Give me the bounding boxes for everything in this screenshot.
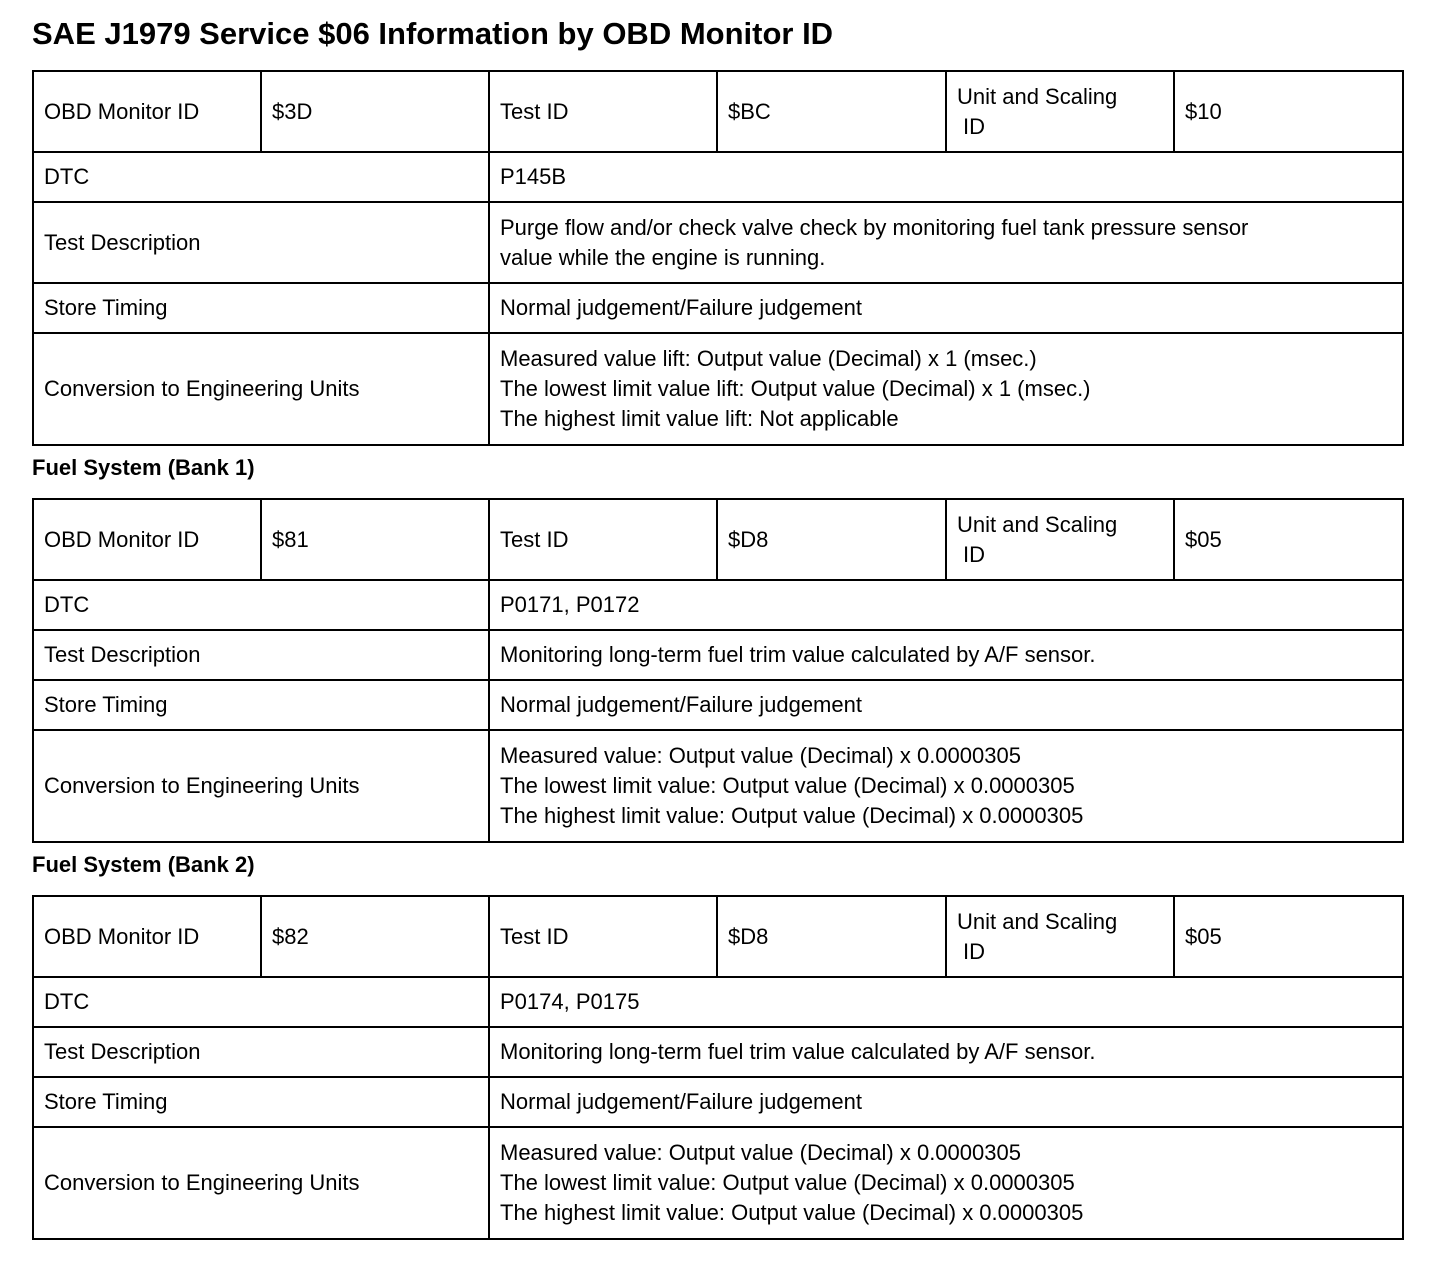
service-06-table-81 bbox=[32, 498, 1404, 843]
store-timing-label: Store Timing bbox=[33, 1077, 489, 1127]
obd-monitor-id-label: OBD Monitor ID bbox=[33, 896, 261, 977]
unit-scaling-id-label-line2: ID bbox=[963, 113, 985, 139]
table-row-ids bbox=[33, 896, 1403, 977]
conversion-value bbox=[489, 1127, 1403, 1239]
unit-scaling-id-value: $10 bbox=[1174, 71, 1403, 152]
obd-monitor-id-label: OBD Monitor ID bbox=[33, 499, 261, 580]
unit-scaling-id-label-line1: Unit and Scaling bbox=[957, 83, 1118, 109]
obd-monitor-id-value: $82 bbox=[261, 896, 489, 977]
conversion-label: Conversion to Engineering Units bbox=[33, 1127, 489, 1239]
table-row-test-description bbox=[33, 202, 1403, 283]
dtc-value: P0174, P0175 bbox=[489, 977, 1403, 1027]
test-id-label: Test ID bbox=[489, 896, 717, 977]
test-description-line: Purge flow and/or check valve check by monitoring fuel tank pressure sensor bbox=[500, 214, 1249, 240]
unit-scaling-id-label-line1: Unit and Scaling bbox=[957, 908, 1118, 934]
conversion-line: The highest limit value: Output value (Decimal) x 0.0000305 bbox=[500, 803, 1084, 828]
table-row-dtc bbox=[33, 152, 1403, 202]
dtc-value: P145B bbox=[489, 152, 1403, 202]
conversion-label: Conversion to Engineering Units bbox=[33, 333, 489, 445]
unit-scaling-id-label-line2: ID bbox=[963, 938, 985, 964]
conversion-line: The lowest limit value: Output value (Decimal) x 0.0000305 bbox=[500, 1170, 1075, 1195]
conversion-line: The lowest limit value lift: Output value (Decimal) x 1 (msec.) bbox=[500, 376, 1091, 401]
test-description-label: Test Description bbox=[33, 630, 489, 680]
table-row-store-timing bbox=[33, 283, 1403, 333]
table-row-test-description bbox=[33, 630, 1403, 680]
test-id-value: $D8 bbox=[717, 896, 946, 977]
table-row-dtc bbox=[33, 580, 1403, 630]
store-timing-value: Normal judgement/Failure judgement bbox=[489, 283, 1403, 333]
conversion-line: Measured value lift: Output value (Decimal) x 1 (msec.) bbox=[500, 346, 1037, 371]
conversion-line: Measured value: Output value (Decimal) x 0.0000305 bbox=[500, 1140, 1021, 1165]
store-timing-label: Store Timing bbox=[33, 283, 489, 333]
conversion-line: The lowest limit value: Output value (Decimal) x 0.0000305 bbox=[500, 773, 1075, 798]
table-row-test-description bbox=[33, 1027, 1403, 1077]
conversion-line: The highest limit value lift: Not applicable bbox=[500, 406, 899, 431]
unit-scaling-id-label-line1: Unit and Scaling bbox=[957, 511, 1118, 537]
dtc-label: DTC bbox=[33, 580, 489, 630]
table-row-store-timing bbox=[33, 1077, 1403, 1127]
dtc-label: DTC bbox=[33, 977, 489, 1027]
table-row-ids bbox=[33, 499, 1403, 580]
document-title: SAE J1979 Service $06 Information by OBD Monitor ID bbox=[32, 16, 834, 51]
test-description-line: value while the engine is running. bbox=[500, 244, 826, 270]
store-timing-label: Store Timing bbox=[33, 680, 489, 730]
test-description-value: Monitoring long-term fuel trim value calculated by A/F sensor. bbox=[489, 630, 1403, 680]
obd-monitor-id-value: $3D bbox=[261, 71, 489, 152]
dtc-label: DTC bbox=[33, 152, 489, 202]
test-description-value bbox=[489, 202, 1403, 283]
table-row-dtc bbox=[33, 977, 1403, 1027]
service-06-table-82 bbox=[32, 895, 1404, 1240]
test-description-label: Test Description bbox=[33, 1027, 489, 1077]
test-id-value: $BC bbox=[717, 71, 946, 152]
unit-scaling-id-value: $05 bbox=[1174, 896, 1403, 977]
conversion-value bbox=[489, 333, 1403, 445]
table-row-store-timing bbox=[33, 680, 1403, 730]
unit-scaling-id-value: $05 bbox=[1174, 499, 1403, 580]
conversion-label: Conversion to Engineering Units bbox=[33, 730, 489, 842]
dtc-value: P0171, P0172 bbox=[489, 580, 1403, 630]
store-timing-value: Normal judgement/Failure judgement bbox=[489, 1077, 1403, 1127]
test-description-label: Test Description bbox=[33, 202, 489, 283]
test-id-label: Test ID bbox=[489, 499, 717, 580]
table-row-conversion bbox=[33, 730, 1403, 842]
table-row-ids bbox=[33, 71, 1403, 152]
conversion-line: Measured value: Output value (Decimal) x 0.0000305 bbox=[500, 743, 1021, 768]
table-row-conversion bbox=[33, 1127, 1403, 1239]
unit-scaling-id-label-line2: ID bbox=[963, 541, 985, 567]
conversion-line: The highest limit value: Output value (Decimal) x 0.0000305 bbox=[500, 1200, 1084, 1225]
test-id-value: $D8 bbox=[717, 499, 946, 580]
conversion-value bbox=[489, 730, 1403, 842]
unit-scaling-id-label bbox=[946, 71, 1174, 152]
store-timing-value: Normal judgement/Failure judgement bbox=[489, 680, 1403, 730]
test-description-value: Monitoring long-term fuel trim value calculated by A/F sensor. bbox=[489, 1027, 1403, 1077]
section-title-fuel-system-bank-1: Fuel System (Bank 1) bbox=[32, 455, 255, 480]
unit-scaling-id-label bbox=[946, 896, 1174, 977]
test-id-label: Test ID bbox=[489, 71, 717, 152]
obd-monitor-id-label: OBD Monitor ID bbox=[33, 71, 261, 152]
obd-monitor-id-value: $81 bbox=[261, 499, 489, 580]
section-title-fuel-system-bank-2: Fuel System (Bank 2) bbox=[32, 852, 255, 877]
unit-scaling-id-label bbox=[946, 499, 1174, 580]
service-06-table-3d bbox=[32, 70, 1404, 446]
table-row-conversion bbox=[33, 333, 1403, 445]
